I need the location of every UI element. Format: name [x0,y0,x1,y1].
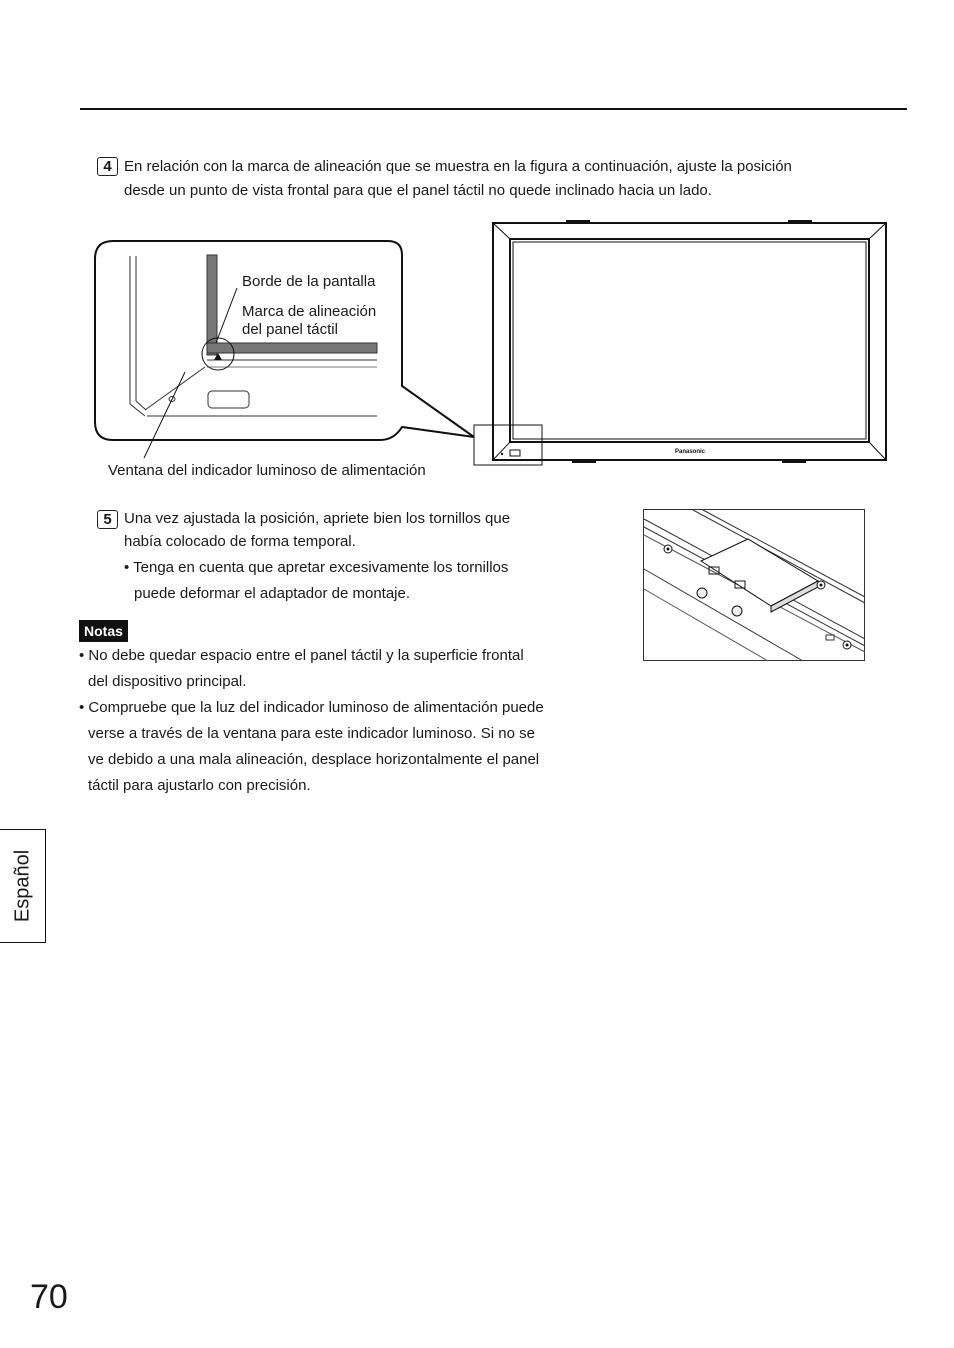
monitor-brand-logo: Panasonic [674,449,706,455]
language-side-tab-label: Español [11,849,33,923]
monitor-bottom-bracket-left [572,460,596,463]
monitor-top-bracket-left [566,220,590,223]
monitor-top-bracket-right [788,220,812,223]
step-5-number: 5 [97,510,118,529]
page-number: 70 [30,1278,68,1316]
alignment-figure [0,0,954,500]
note-2-line4: táctil para ajustarlo con precisión. [88,777,311,794]
step-5-bullet-line2: puede deformar el adaptador de montaje. [134,585,411,602]
callout-bubble [95,241,474,440]
label-power-window: Ventana del indicador luminoso de alimentación [108,462,426,479]
step-5-bullet-line1: • Tenga en cuenta que apretar excesivamente los tornillos [124,559,509,576]
label-alignment-mark-2: del panel táctil [242,321,338,338]
step-4-text-line1: En relación con la marca de alineación que se muestra en la figura a continuación, ajuste la posición [124,158,792,175]
language-side-tab [0,829,46,943]
label-alignment-mark-1: Marca de alineación [242,303,377,320]
note-2-line2: verse a través de la ventana para este indicador luminoso. Si no se [88,725,535,742]
step-5-text-line1: Una vez ajustada la posición, apriete bien los tornillos que [124,510,511,527]
adapter-screw-2 [732,606,742,616]
adapter-screw-1 [697,588,707,598]
note-1-line1: • No debe quedar espacio entre el panel táctil y la superficie frontal [79,647,524,664]
step-4-number: 4 [97,157,118,176]
zoom-screen-edge-vertical [207,255,217,355]
notes-title-badge: Notas [79,620,128,642]
note-2-line1: • Compruebe que la luz del indicador luminoso de alimentación puede [79,699,544,716]
step-4-text-line2: desde un punto de vista frontal para que el panel táctil no quede inclinado hacia un lado. [124,182,712,199]
monitor-screen [510,239,869,442]
label-screen-edge: Borde de la pantalla [242,273,376,290]
step-5-text-line2: había colocado de forma temporal. [124,533,356,550]
monitor-bottom-bracket-right [782,460,806,463]
step-5-number-box [97,510,118,529]
adapter-figure [643,509,866,662]
note-2-line3: ve debido a una mala alineación, desplace horizontalmente el panel [88,751,540,768]
note-1-line2: del dispositivo principal. [88,673,247,690]
